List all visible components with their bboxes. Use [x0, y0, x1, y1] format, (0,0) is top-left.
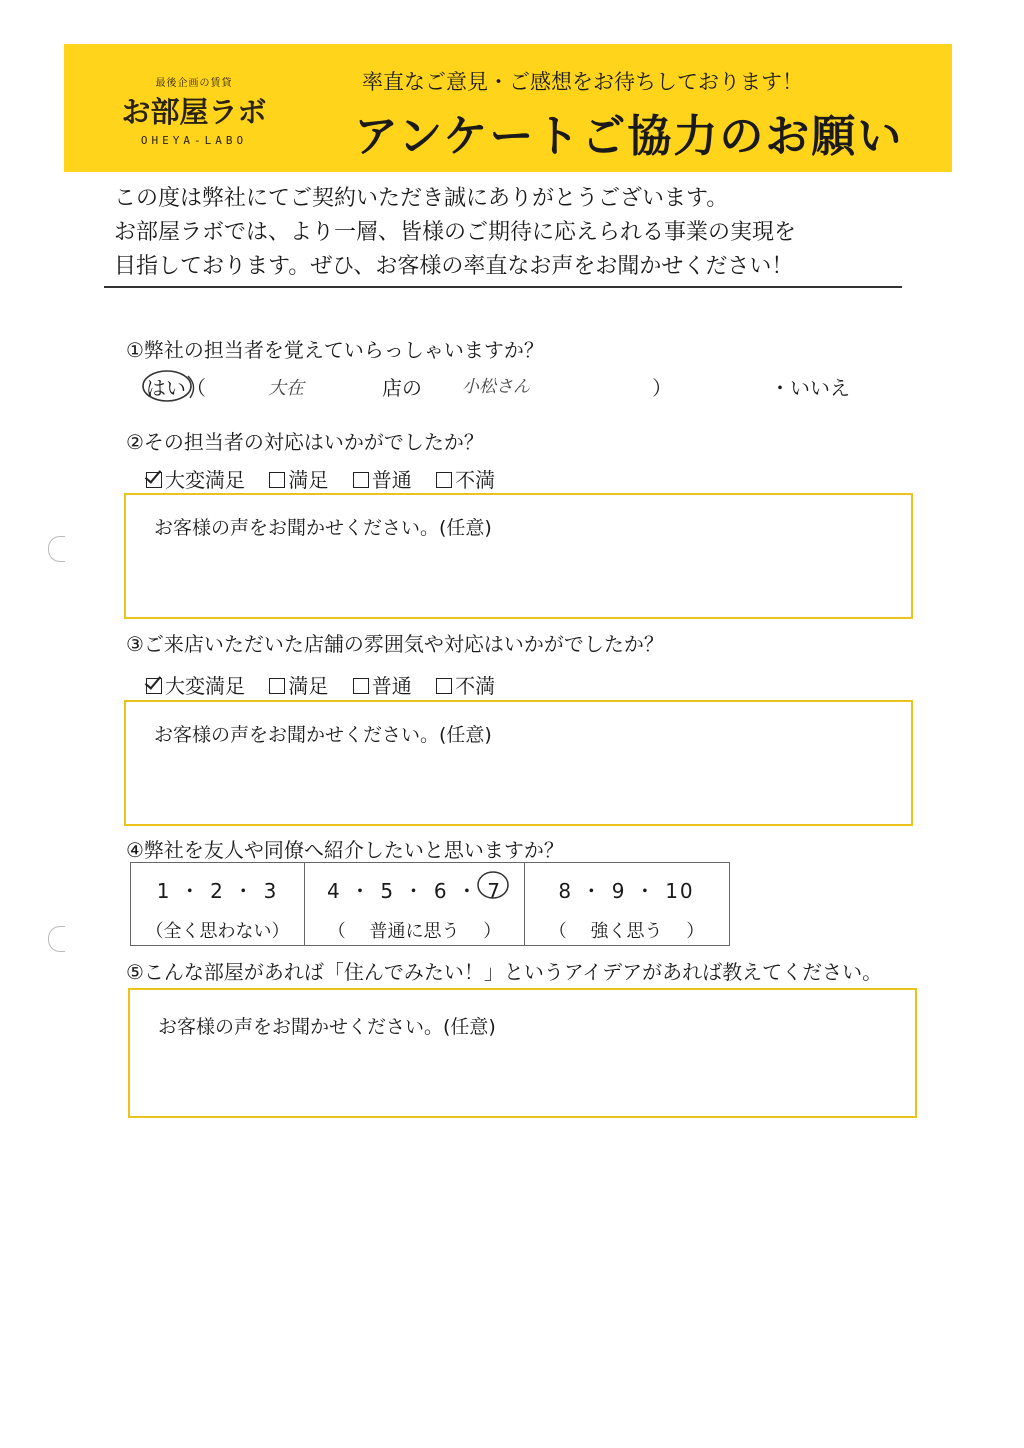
q2-comment-field[interactable] [124, 493, 913, 619]
binder-hole-mark [48, 536, 65, 562]
question-2: ②その担当者の対応はいかがでしたか？ [126, 430, 484, 454]
comment-placeholder: お客様の声をお聞かせください。(任意) [158, 1016, 496, 1038]
scale-group-high[interactable] [525, 863, 728, 945]
scale-group-low[interactable] [131, 863, 305, 945]
q2-option-normal[interactable]: 普通 [353, 464, 412, 493]
scale-label: （全く思わない） [145, 921, 290, 942]
q3-option-dissatisfied[interactable]: 不満 [436, 670, 495, 699]
checkbox-icon [269, 678, 285, 694]
logo-tagline: 最後企画の賃貸 [155, 78, 233, 89]
question-4: ④弊社を友人や同僚へ紹介したいと思いますか？ [126, 838, 564, 862]
yes-label: はい [146, 376, 186, 400]
question-5: ⑤こんな部屋があれば「住んでみたい！」というアイデアがあれば教えてください。 [126, 960, 883, 984]
checkbox-icon [353, 472, 369, 488]
scale-numbers: 8 ・ 9 ・ 10 [558, 879, 695, 903]
scale-group-mid[interactable] [305, 863, 525, 945]
q5-comment-field[interactable] [128, 988, 917, 1118]
header-banner [64, 44, 952, 172]
store-suffix: 店の [382, 376, 422, 400]
banner-subtitle: 率直なご意見・ご感想をお待ちしております！ [362, 70, 803, 94]
staff-name-handwritten[interactable]: 小松さん [462, 377, 530, 397]
q2-option-very-satisfied[interactable]: 大変満足 [146, 464, 245, 493]
selection-circle-icon [473, 867, 513, 901]
checkbox-icon [269, 472, 285, 488]
store-name-handwritten[interactable]: 大在 [268, 378, 304, 399]
divider [104, 286, 902, 288]
q1-open-paren: （ [186, 376, 206, 400]
q3-options [146, 670, 513, 699]
scale-numbers: 4 ・ 5 ・ 6 ・ 7 [326, 879, 503, 903]
binder-hole-mark [48, 926, 65, 952]
checkbox-icon [436, 472, 452, 488]
q3-option-satisfied[interactable]: 満足 [269, 670, 328, 699]
intro-line-3: 目指しております。ぜひ、お客様の率直なお声をお聞かせください！ [114, 254, 794, 279]
logo-sub: OHEYA-LABO [140, 134, 248, 147]
q2-options [146, 464, 513, 493]
scale-label: （ 強く思う ） [548, 921, 705, 942]
question-3: ③ご来店いただいた店舗の雰囲気や対応はいかがでしたか？ [126, 632, 664, 656]
question-1: ①弊社の担当者を覚えていらっしゃいますか？ [126, 338, 544, 362]
recommend-scale [130, 862, 730, 946]
logo [84, 60, 304, 156]
checkbox-icon [353, 678, 369, 694]
q3-option-normal[interactable]: 普通 [353, 670, 412, 699]
no-option[interactable]: ・いいえ [770, 376, 850, 400]
scale-numbers: 1 ・ 2 ・ 3 [156, 879, 279, 903]
logo-name: お部屋ラボ [121, 95, 267, 129]
checkbox-icon [436, 678, 452, 694]
banner-title: アンケートご協力のお願い [354, 111, 904, 162]
comment-placeholder: お客様の声をお聞かせください。(任意) [154, 724, 492, 746]
q2-option-dissatisfied[interactable]: 不満 [436, 464, 495, 493]
intro-line-1: この度は弊社にてご契約いただき誠にありがとうございます。 [114, 186, 729, 211]
q1-close-paren: ） [652, 376, 672, 400]
intro-line-2: お部屋ラボでは、より一層、皆様のご期待に応えられる事業の実現を [114, 220, 797, 245]
comment-placeholder: お客様の声をお聞かせください。(任意) [154, 517, 492, 539]
q3-option-very-satisfied[interactable]: 大変満足 [146, 670, 245, 699]
q2-option-satisfied[interactable]: 満足 [269, 464, 328, 493]
checkbox-checked-icon [146, 678, 162, 694]
checkbox-checked-icon [146, 472, 162, 488]
q3-comment-field[interactable] [124, 700, 913, 826]
scale-label: （ 普通に思う ） [327, 921, 502, 942]
